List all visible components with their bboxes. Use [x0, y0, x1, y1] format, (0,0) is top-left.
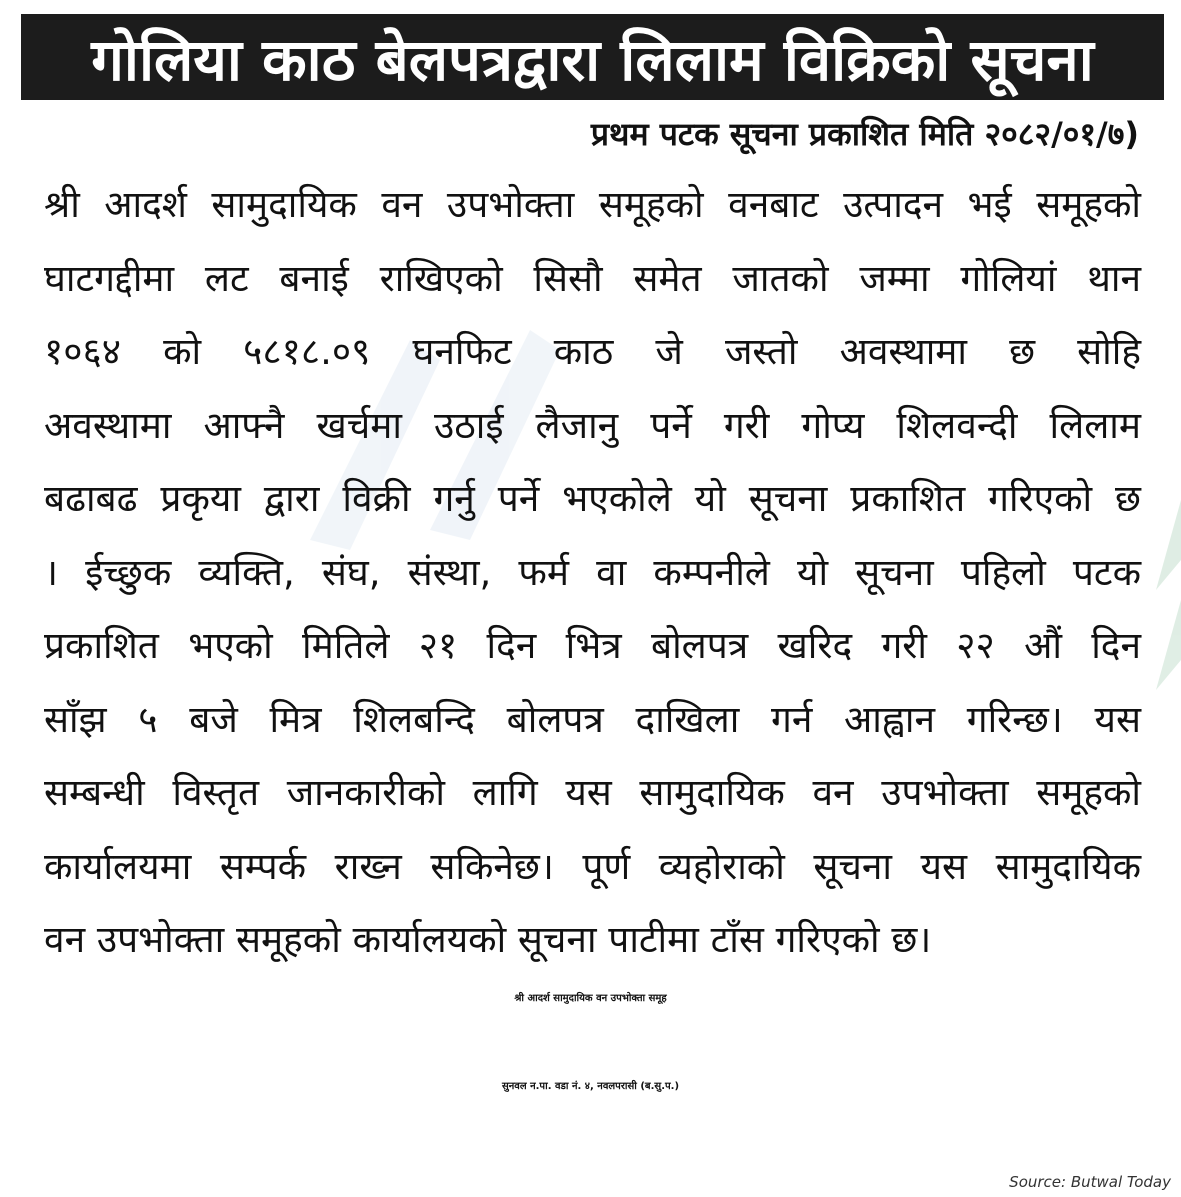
body-line: प्रकाशित भएको मितिले २१ दिन भित्र बोलपत्र खरिद गरी २२ औं दिन — [44, 624, 1141, 667]
body-line: कार्यालयमा सम्पर्क राख्न सकिनेछ। पूर्ण व्यहोराको सूचना यस सामुदायिक — [44, 844, 1141, 888]
notice-title: गोलिया काठ बेलपत्रद्वारा लिलाम विक्रिको सूचना — [91, 25, 1094, 94]
body-line: घाटगद्दीमा लट बनाई राखिएको सिसौ समेत जातको जम्मा गोलियां थान — [44, 256, 1141, 300]
body-line: सम्बन्धी विस्तृत जानकारीको लागि यस सामुदायिक वन उपभोक्ता समूहको — [44, 771, 1141, 814]
body-line: वन उपभोक्ता समूहको कार्यालयको सूचना पाटीमा टाँस गरिएको छ। — [44, 918, 932, 961]
body-line: । ईच्छुक व्यक्ति, संघ, संस्था, फर्म वा कम्पनीले यो सूचना पहिलो पटक — [44, 550, 1141, 594]
body-line: साँझ ५ बजे मित्र शिलबन्दि बोलपत्र दाखिला गर्न आह्वान गरिन्छ। यस — [44, 697, 1141, 741]
publication-date: प्रथम पटक सूचना प्रकाशित मिति २०८२/०१/७) — [590, 115, 1139, 153]
organization-name: श्री आदर्श सामुदायिक वन उपभोक्ता समूह — [514, 993, 667, 1004]
organization-address: सुनवल न.पा. वडा नं. ४, नवलपरासी (ब.सु.प.) — [501, 1081, 680, 1092]
title-banner — [21, 14, 1164, 100]
body-line: अवस्थामा आफ्नै खर्चमा उठाई लैजानु पर्ने गरी गोप्य शिलवन्दी लिलाम — [44, 403, 1141, 447]
body-line: बढाबढ प्रकृया द्वारा विक्री गर्नु पर्ने भएकोले यो सूचना प्रकाशित गरिएको छ — [44, 477, 1141, 520]
body-line: श्री आदर्श सामुदायिक वन उपभोक्ता समूहको वनबाट उत्पादन भई समूहको — [44, 183, 1141, 226]
body-line: १०६४ को ५८१८.०९ घनफिट काठ जे जस्तो अवस्थामा छ सोहि — [44, 330, 1141, 373]
side-decoration — [1151, 500, 1181, 700]
notice-body — [44, 168, 1141, 977]
source-credit: Source: Butwal Today — [1009, 1173, 1171, 1191]
